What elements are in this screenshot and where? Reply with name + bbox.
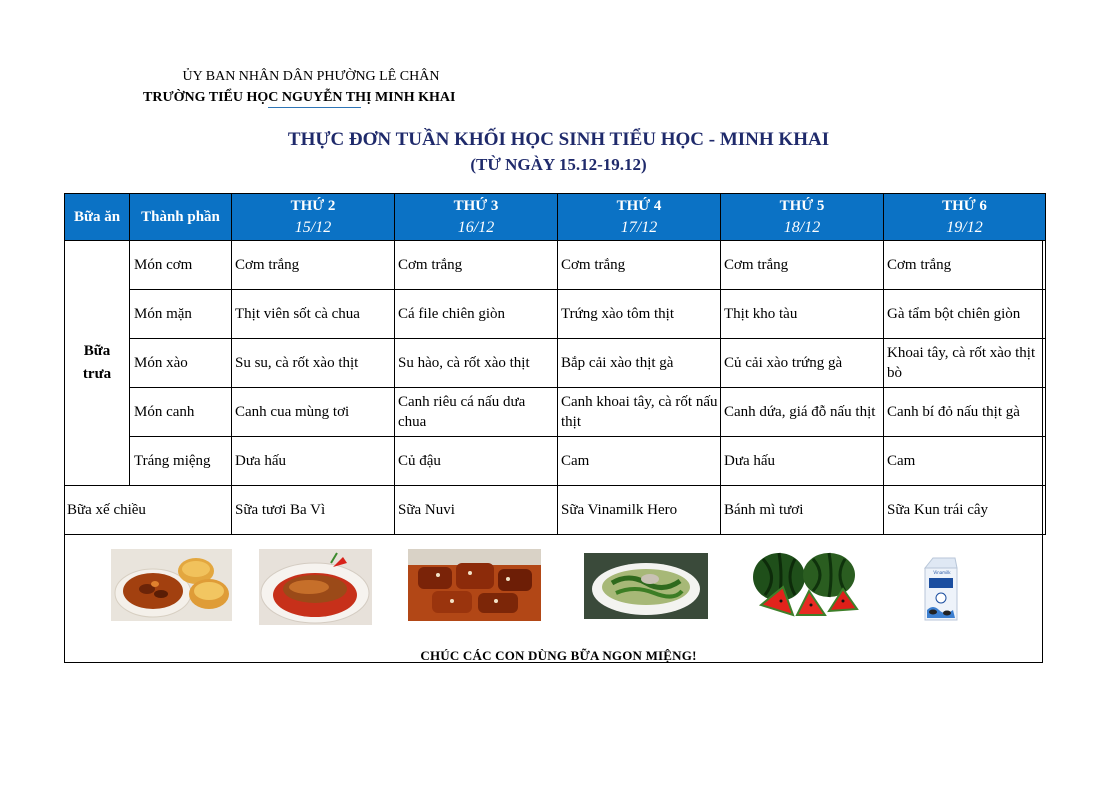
snack-cell: Sữa Nuvi [395, 486, 558, 535]
dish-cell: Củ đậu [395, 437, 558, 486]
milk-carton-photo [919, 556, 962, 625]
snack-row [65, 486, 1046, 535]
school-name: TRƯỜNG TIỂU HỌC NGUYỄN THỊ MINH KHAI [143, 90, 456, 105]
col-component-header: Thành phần [130, 194, 232, 241]
snack-cell: Bánh mì tươi [721, 486, 884, 535]
dish-cell: Cá file chiên giòn [395, 290, 558, 339]
snack-cell: Sữa Kun trái cây [884, 486, 1046, 535]
table-row [65, 339, 1046, 388]
dish-cell: Dưa hấu [721, 437, 884, 486]
menu-table [64, 193, 1046, 535]
day-header-mon [232, 194, 395, 241]
dish-cell: Trứng xào tôm thịt [558, 290, 721, 339]
food-photo-watermelon [749, 549, 864, 624]
food-photo-soup [584, 553, 708, 619]
snack-label: Bữa xế chiều [65, 486, 232, 535]
lunch-text: Bữa trưa [82, 343, 112, 382]
dish-cell: Khoai tây, cà rốt xào thịt bò [884, 339, 1046, 388]
component-label: Món mặn [130, 290, 232, 339]
snack-cell: Sữa tươi Ba Vì [232, 486, 395, 535]
carton-brand: Vinamilk [933, 570, 951, 575]
dish-cell: Gà tẩm bột chiên giòn [884, 290, 1046, 339]
dish-cell: Canh dứa, giá đỗ nấu thịt [721, 388, 884, 437]
dish-cell: Canh riêu cá nấu dưa chua [395, 388, 558, 437]
day-date: 18/12 [783, 219, 821, 236]
day-header-thu [721, 194, 884, 241]
day-name: THỨ 6 [942, 198, 987, 214]
dish-cell: Cơm trắng [395, 241, 558, 290]
col-meal-header: Bữa ăn [65, 194, 130, 241]
dish-cell: Củ cải xào trứng gà [721, 339, 884, 388]
day-date: 15/12 [294, 219, 332, 236]
component-label: Món xào [130, 339, 232, 388]
dish-cell: Canh bí đỏ nấu thịt gà [884, 388, 1046, 437]
day-date: 16/12 [457, 219, 495, 236]
day-name: THỨ 5 [779, 198, 825, 214]
school-underline [268, 107, 361, 108]
day-date: 19/12 [946, 219, 983, 236]
lunch-label [65, 241, 130, 486]
header-row [65, 194, 1046, 241]
day-name: THỨ 4 [616, 198, 662, 214]
day-header-tue [395, 194, 558, 241]
dish-cell: Thịt viên sốt cà chua [232, 290, 395, 339]
food-photo-stew-bread [111, 549, 232, 621]
authority-line: ỦY BAN NHÂN DÂN PHƯỜNG LÊ CHÂN [182, 69, 440, 84]
component-label: Tráng miệng [130, 437, 232, 486]
food-photo-fried-fish [259, 549, 372, 625]
dish-cell: Bắp cải xào thịt gà [558, 339, 721, 388]
day-header-fri [884, 194, 1046, 241]
table-row [65, 437, 1046, 486]
dish-cell: Cam [884, 437, 1046, 486]
dish-cell: Su hào, cà rốt xào thịt [395, 339, 558, 388]
dish-cell: Su su, cà rốt xào thịt [232, 339, 395, 388]
table-row [65, 241, 1046, 290]
menu-title: THỰC ĐƠN TUẦN KHỐI HỌC SINH TIỂU HỌC - MINH KHAI [287, 129, 830, 150]
component-label: Món cơm [130, 241, 232, 290]
snack-cell: Sữa Vinamilk Hero [558, 486, 721, 535]
table-row [65, 388, 1046, 437]
component-label: Món canh [130, 388, 232, 437]
food-photo-braised-ribs [408, 549, 541, 621]
dish-cell: Cam [558, 437, 721, 486]
dish-cell: Cơm trắng [884, 241, 1046, 290]
date-range: (TỪ NGÀY 15.12-19.12) [470, 155, 647, 174]
dish-cell: Canh cua mùng tơi [232, 388, 395, 437]
dish-cell: Canh khoai tây, cà rốt nấu thịt [558, 388, 721, 437]
dish-cell: Cơm trắng [721, 241, 884, 290]
day-date: 17/12 [620, 219, 658, 236]
dish-cell: Dưa hấu [232, 437, 395, 486]
dish-cell: Cơm trắng [232, 241, 395, 290]
day-header-wed [558, 194, 721, 241]
closing-message: CHÚC CÁC CON DÙNG BỮA NGON MIỆNG! [420, 648, 697, 663]
day-name: THỨ 3 [453, 198, 499, 214]
table-row [65, 290, 1046, 339]
day-name: THỨ 2 [290, 198, 336, 214]
dish-cell: Thịt kho tàu [721, 290, 884, 339]
dish-cell: Cơm trắng [558, 241, 721, 290]
